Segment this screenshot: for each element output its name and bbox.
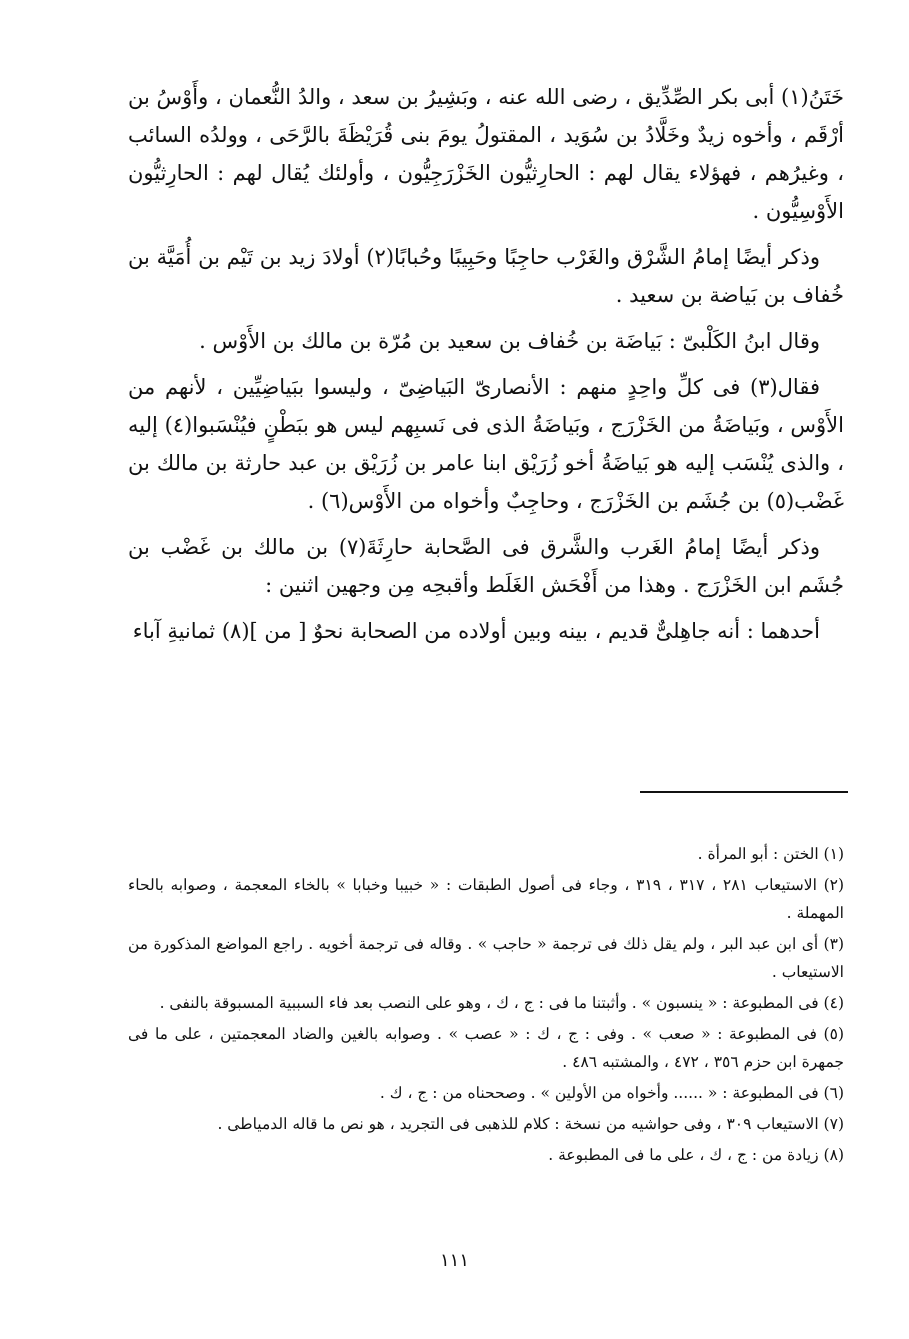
page-number: ١١١ (439, 1250, 469, 1271)
paragraph-2: وذكر أيضًا إمامُ الشَّرْق والغَرْب حاجِبًا وحَبِيبًا وحُبابًا(٢) أولادَ زيد بن تَيْم بن أُمَيَّة بن خُفاف بن بَياضة بن سعيد . (128, 245, 844, 307)
footnote-2: (٢) الاستيعاب ٢٨١ ، ٣١٧ ، ٣١٩ ، وجاء فى أصول الطبقات : « خبيبا وخبابا » بالخاء المعجمة ، وصوابه بالحاء المهملة . (128, 876, 845, 922)
paragraph-3: وقال ابنُ الكَلْبىّ : بَياضَة بن خُفاف بن سعيد بن مُرّة بن مالك بن الأَوْس . (199, 329, 820, 353)
paragraph-6: أحدهما : أنه جاهِلىٌّ قديم ، بينه وبين أولاده من الصحابة نحوٌ [ من ](٨) ثمانيةِ آباء (132, 619, 820, 643)
footnote-5: (٥) فى المطبوعة : « صعب » . وفى : ج ، ك : « عصب » . وصوابه بالغين والضاد المعجمتين ، على ما فى جمهرة ابن حزم ٣٥٦ ، ٤٧٢ ، والمشتبه ٤٨٦ . (128, 1025, 844, 1071)
footnote-3: (٣) أى ابن عبد البر ، ولم يقل ذلك فى ترجمة « حاجب » . وقاله فى ترجمة أخويه . راجع المواضع المذكورة من الاستيعاب . (128, 935, 844, 981)
paragraph-5: وذكر أيضًا إمامُ الغَرب والشَّرق فى الصَّحابة حارِثَةَ(٧) بن مالك بن غَضْب بن جُشَم ابن الخَزْرَج . وهذا من أَفْحَش الغَلَط وأقبحِه مِن وجهين اثنين : (128, 535, 844, 597)
main-text (128, 78, 844, 658)
footnote-1: (١) الختن : أبو المرأة . (697, 845, 844, 863)
footnote-4: (٤) فى المطبوعة : « ينسبون » . وأثبتنا ما فى : ج ، ك ، وهو على النصب بعد فاء السببية المسبوقة بالنفى . (159, 994, 844, 1012)
footnotes (128, 840, 844, 1172)
footnote-6: (٦) فى المطبوعة : « ...... وأخواه من الأولين » . وصححناه من : ج ، ك . (379, 1084, 844, 1102)
footnote-8: (٨) زيادة من : ج ، ك ، على ما فى المطبوعة . (548, 1146, 844, 1164)
paragraph-1: خَتَنُ(١) أبى بكر الصِّدِّيق ، رضى الله عنه ، وبَشِيرُ بن سعد ، والدُ النُّعمان ، وأَوْسُ بن أرْقَم ، وأخوه زيدٌ وخَلَّادُ بن سُوَيد ، المقتولُ يومَ بنى قُرَيْظَةَ بالرَّحَى ، وولدُه السائب ، وغيرُهم ، فهؤلاء يقال لهم : الحارِثيُّون الخَزْرَجِيُّون ، وأولئك يُقال لهم : الحارِثيُّون الأَوْسِيُّون . (128, 85, 844, 223)
footnote-separator (640, 791, 848, 793)
paragraph-4: فقال(٣) فى كلِّ واحِدٍ منهم : الأنصارىّ البَياضِىّ ، وليسوا ببَياضِيِّين ، لأنهم من الأَوْس ، وبَياضَةُ من الخَزْرَج ، وبَياضَةُ الذى فى نَسبِهم ليس هو ببَطْنٍ فيُنْسَبوا(٤) إليه ، والذى يُنْسَب إليه هو بَياضَةُ أخو زُرَيْق ابنا عامر بن زُرَيْق بن عبد حارثة بن مالك بن غَضْب(٥) بن جُشَم بن الخَزْرَج ، وحاجِبٌ وأخواه من الأَوْس(٦) . (128, 375, 844, 513)
footnote-7: (٧) الاستيعاب ٣٠٩ ، وفى حواشيه من نسخة : كلام للذهبى فى التجريد ، هو نص ما قاله الدمياطى . (217, 1115, 844, 1133)
